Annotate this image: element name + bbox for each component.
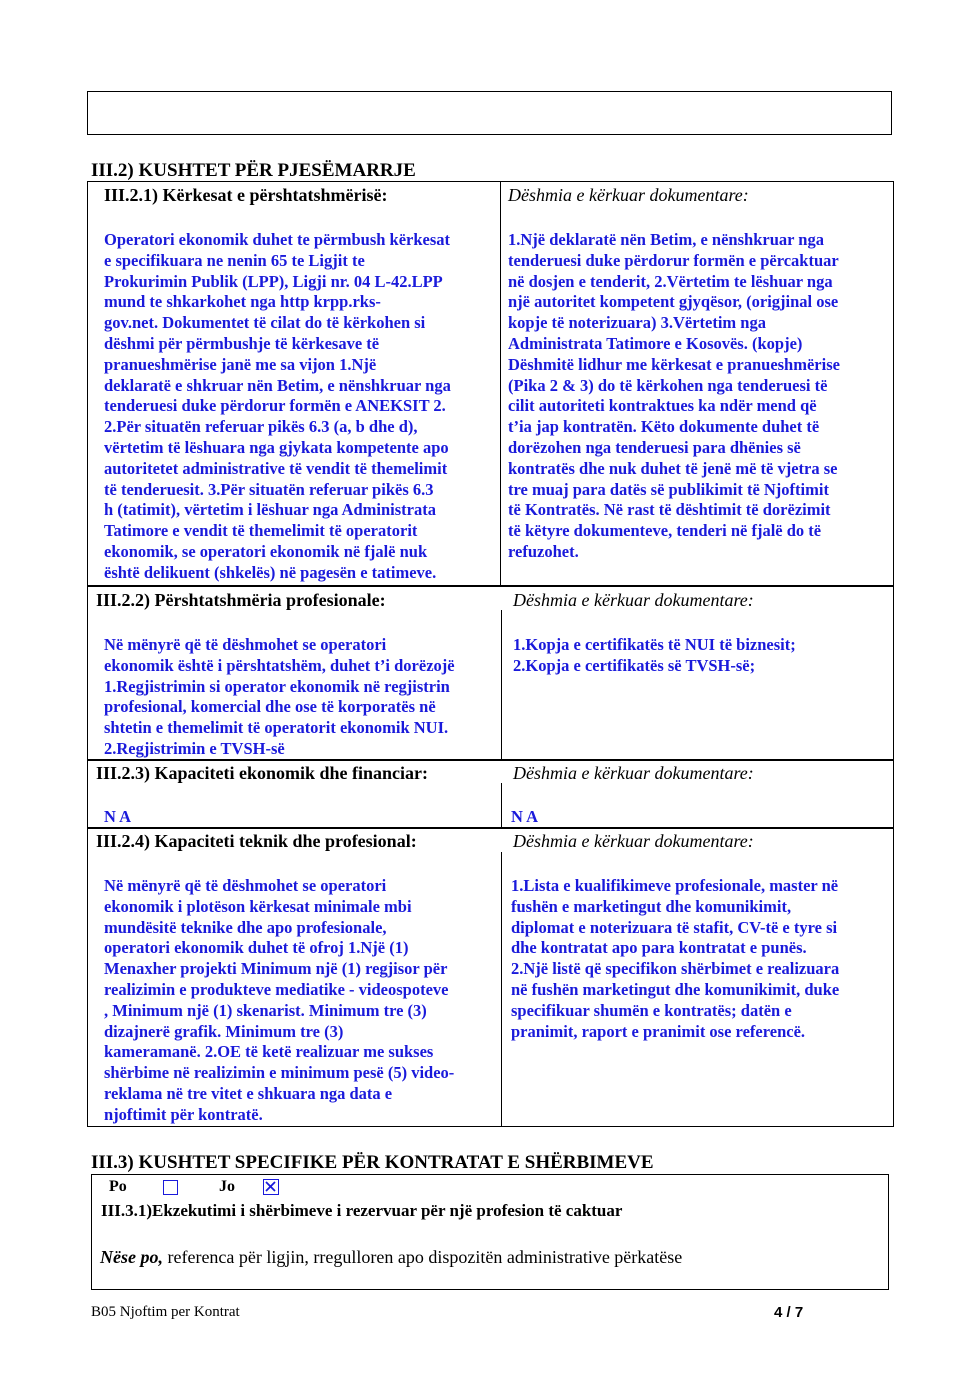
text-line: dizajnerë grafik. Minimum tre (3)	[104, 1021, 344, 1041]
row-divider	[87, 827, 894, 829]
text-line: N A	[104, 807, 132, 826]
reference-text: referenca për ligjin, rregulloren apo dispozitën administrative përkatëse	[162, 1247, 683, 1267]
text-line: dhe kontratat apo para kontratat e punës.	[511, 938, 807, 958]
evidence-title-technical: Dëshmia e kërkuar dokumentare:	[513, 831, 754, 851]
text-line: një autoritet kompetent gjyqësor, (origjinal ose	[508, 292, 839, 312]
text-line: h (tatimit), vërtetim i lëshuar nga Administrata	[104, 500, 436, 520]
requirement-text-technical	[104, 876, 454, 1126]
column-divider	[500, 182, 501, 585]
evidence-title-professional: Dëshmia e kërkuar dokumentare:	[513, 590, 754, 610]
text-line: fushën e marketingut dhe komunikimit,	[511, 896, 792, 916]
text-line: tenderuesi duke përdorur formën e përcaktuar	[508, 250, 839, 270]
text-line: Prokurimin Publik (LPP), Ligji nr. 04 L-42.LPP	[104, 271, 443, 291]
requirement-title-suitability: III.2.1) Kërkesat e përshtatshmërisë:	[104, 185, 388, 205]
po-label: Po	[109, 1178, 127, 1195]
jo-checkbox[interactable]	[263, 1179, 279, 1195]
text-line: t’ia jap kontratën. Këto dokumente duhet të	[508, 417, 820, 437]
text-line: 1.Lista e kualifikimeve profesionale, master në	[511, 876, 839, 895]
reserved-profession-title: III.3.1)Ekzekutimi i shërbimeve i rezervuar për një profesion të caktuar	[101, 1201, 623, 1220]
text-line: 2.Regjistrimin e TVSH-së	[104, 738, 285, 758]
requirement-text-professional	[104, 635, 455, 760]
column-divider	[501, 610, 502, 759]
text-line: e specifikuara ne nenin 65 te Ligjit te	[104, 250, 365, 270]
column-divider	[501, 852, 502, 1127]
text-line: në fushën marketingut dhe komunikimit, duke	[511, 979, 840, 999]
text-line: (Pika 2 & 3) do të kërkohen nga tenderuesi të	[508, 375, 828, 395]
text-line: realizimin e produkteve mediatike - videospoteve	[104, 979, 449, 999]
services-conditions-box	[91, 1174, 889, 1290]
requirement-title-technical: III.2.4) Kapaciteti teknik dhe profesional:	[96, 831, 417, 851]
text-line: të këtyre dokumenteve, tenderi në fjalë do të	[508, 521, 822, 541]
evidence-title-suitability: Dëshmia e kërkuar dokumentare:	[508, 185, 749, 205]
evidence-text-economic	[511, 807, 538, 828]
column-divider	[501, 783, 502, 827]
text-line: deklaratë e shkruar nën Betim, e nënshkruar nga	[104, 375, 451, 395]
requirement-title-professional: III.2.2) Përshtatshmëria profesionale:	[96, 590, 386, 610]
text-line: operatori ekonomik duhet të ofroj 1.Një (1)	[104, 938, 409, 958]
text-line: pranueshmërise janë me sa vijon 1.Një	[104, 354, 377, 374]
text-line: N A	[511, 807, 539, 826]
evidence-title-economic: Dëshmia e kërkuar dokumentare:	[513, 763, 754, 783]
text-line: kopje të noterizuara) 3.Vërtetim nga	[508, 313, 766, 333]
text-line: Menaxher projekti Minimum një (1) regjisor për	[104, 959, 448, 979]
text-line: ekonomik, se operatori ekonomik në fjalë nuk	[104, 541, 428, 561]
row-divider	[87, 585, 894, 587]
jo-label: Jo	[219, 1178, 235, 1195]
text-line: autoritetet administrative të vendit të themelimit	[104, 458, 448, 478]
text-line: ekonomik i plotëson kërkesat minimale mbi	[104, 896, 412, 916]
text-line: Në mënyrë që të dëshmohet se operatori	[104, 635, 387, 654]
text-line: refuzohet.	[508, 541, 579, 561]
text-line: ekonomik është i përshtatshëm, duhet t’i dorëzojë	[104, 655, 455, 675]
section-heading-iii3: III.3) KUSHTET SPECIFIKE PËR KONTRATAT E SHËRBIMEVE	[91, 1152, 654, 1173]
text-line: të Kontratës. Në rast të dështimit të dorëzimit	[508, 500, 831, 520]
text-line: tenderuesi duke përdorur formën e ANEKSIT 2.	[104, 396, 446, 416]
evidence-text-technical	[511, 876, 839, 1042]
text-line: specifikuar shumën e kontratës; datën e	[511, 1000, 792, 1020]
text-line: vërtetim të lëshuara nga gjykata kompetente apo	[104, 437, 449, 457]
text-line: tre muaj para datës së publikimit të Njoftimit	[508, 479, 829, 499]
text-line: 2.Kopja e certifikatës së TVSH-së;	[513, 655, 756, 675]
text-line: Dëshmitë lidhur me kërkesat e pranueshmërise	[508, 354, 840, 374]
requirement-title-economic: III.2.3) Kapaciteti ekonomik dhe financiar:	[96, 763, 429, 783]
text-line: mund te shkarkohet nga http krpp.rks-	[104, 292, 381, 312]
text-line: në dosjen e tenderit, 2.Vërtetim te lëshuar nga	[508, 271, 833, 291]
text-line: 1.Një deklaratë nën Betim, e nënshkruar nga	[508, 230, 824, 249]
text-line: 1.Kopja e certifikatës të NUI të biznesit;	[513, 635, 796, 654]
text-line: mundësitë teknike dhe apo profesionale,	[104, 917, 387, 937]
text-line: 2.Një listë që specifikon shërbimet e realizuara	[511, 959, 840, 979]
text-line: pranimit, raport e pranimit ose referencë.	[511, 1021, 806, 1041]
text-line: gov.net. Dokumentet të cilat do të kërkohen si	[104, 313, 426, 333]
text-line: Administrata Tatimore e Kosovës. (kopje)	[508, 333, 803, 353]
text-line: kameramanë. 2.OE të ketë realizuar me sukses	[104, 1042, 434, 1062]
text-line: 2.Për situatën referuar pikës 6.3 (a, b dhe d),	[104, 417, 418, 437]
section-heading-iii2: III.2) KUSHTET PËR PJESËMARRJE	[91, 160, 416, 181]
text-line: dorëzohen nga tenderuesi para dhënies së	[508, 437, 801, 457]
text-line: reklama në tre vitet e shkuara nga data e	[104, 1083, 393, 1103]
text-line: shtetin e themelimit të operatorit ekonomik NUI.	[104, 718, 449, 738]
text-line: cilit autoriteti kontraktues ka ndër mend që	[508, 396, 817, 416]
text-line: 1.Regjistrimin si operator ekonomik në regjistrin	[104, 676, 450, 696]
text-line: kontratës dhe nuk duhet të jenë më të vjetra se	[508, 458, 838, 478]
text-line: profesional, komercial dhe ose të korporatës në	[104, 697, 436, 717]
text-line: dëshmi për përmbushje të kërkesave të	[104, 333, 380, 353]
legal-reference-line	[100, 1247, 682, 1268]
text-line: Operatori ekonomik duhet te përmbush kërkesat	[104, 230, 451, 249]
text-line: të tenderuesit. 3.Për situatën referuar pikës 6.3	[104, 479, 434, 499]
page-number: 4 / 7	[774, 1304, 804, 1321]
checkmark-x-icon	[264, 1180, 277, 1193]
reference-italic: Nëse po,	[100, 1247, 163, 1267]
empty-field-box	[87, 91, 892, 135]
requirement-text-suitability	[104, 230, 451, 584]
footer-doc-code: B05 Njoftim per Kontrat	[91, 1304, 240, 1320]
evidence-text-suitability	[508, 230, 840, 563]
requirement-text-economic	[104, 807, 131, 828]
text-line: është delikuent (shkelës) në pagesën e tatimeve.	[104, 562, 437, 582]
text-line: Në mënyrë që të dëshmohet se operatori	[104, 876, 387, 895]
text-line: , Minimum një (1) skenarist. Minimum tre (3)	[104, 1000, 427, 1020]
po-checkbox[interactable]	[163, 1180, 178, 1195]
evidence-text-professional	[513, 635, 796, 677]
text-line: njoftimit për kontratë.	[104, 1104, 263, 1124]
text-line: Tatimore e vendit të themelimit të operatorit	[104, 521, 418, 541]
text-line: shërbime në realizimin e minimum pesë (5) video-	[104, 1063, 455, 1083]
text-line: diplomat e noterizuara të stafit, CV-të e tyre si	[511, 917, 838, 937]
